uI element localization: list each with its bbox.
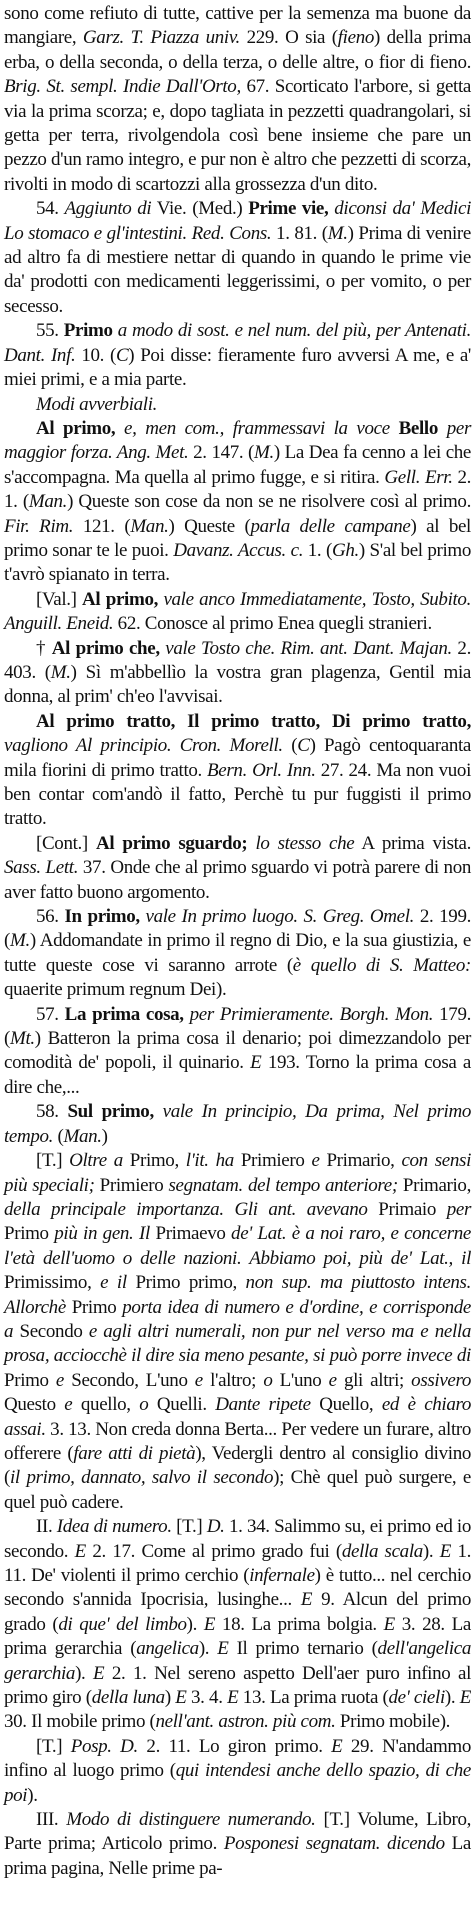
entry-continuation: sono come refiuto di tutte, cattive per la semenza ma buone da mangiare, Garz. T. Piazza univ. 229. O sia (fieno) della prima erba, o della seconda, o della terza, o delle altre, o fior di fieno. Brig. St. sempl. Indie Dall'Orto, 67. Scorticato l'arbore, si getta via la prima scorza; e, dopo tagliata in pezzetti quadrangolari, si getta per terra, rivolgendola così bene insieme che pare un pezzo d'un ramo integro, e pur non è altro che pezzetti di scorza, rivolti in modo di scartozzi alla grossezza d'un dito. bbox=[4, 3, 471, 195]
sense-al-primo-immediatamente: [Val.] Al primo, vale anco Immediatamente, Tosto, Subito. Anguill. Eneid. 62. Conosce al primo Enea quegli stranieri. bbox=[4, 588, 471, 635]
note-t-primiero-primario: [T.] Oltre a Primo, l'it. ha Primiero e Primario, con sensi più speciali; Primiero segnatam. del tempo anteriore; Primario, della principale importanza. Gli ant. avevano Primaio per Primo più in gen. Il Primaevo de' Lat. è a noi raro, e concerne l'età dell'uomo o delle nazioni. Abbiamo poi, più de' Lat., il Primissimo, e il Primo primo, non sup. ma piuttosto intens. Allorchè Primo porta idea di numero e d'ordine, e corrisponde a Secondo e agli altri numerali, non pur nel verso ma e nella prosa, acciocchè il dire sia meno pesante, si può porre invece di Primo e Secondo, L'uno e l'altro; o L'uno e gli altri; ossivero Questo e quello, o Quelli. Dante ripete Quello, ed è chiaro assai. 3. 13. Non creda donna Berta... Per vedere un furare, altro offerere (fare atti di pietà), Vedergli dentro al consiglio divino (il primo, dannato, salvo il secondo); Chè quel può surgere, e quel può cadere. bbox=[4, 1150, 472, 1513]
sense-al-primo-che: † Al primo che, vale Tosto che. Rim. ant. Dant. Majan. 2. 403. (M.) Sì m'abbellìo la vostra gran plagenza, Gentil mia donna, al prim' ch'eo l'avvisai. bbox=[4, 637, 471, 708]
section-iii-distinguere-numerando: III. Modo di distinguere numerando. [T.] Volume, Libro, Parte prima; Articolo primo. Posponesi segnatam. dicendo La prima pagina, Nelle prime pa- bbox=[4, 1809, 472, 1879]
sense-al-primo-tratto: Al primo tratto, Il primo tratto, Di primo tratto, vagliono Al principio. Cron. Morell. (C) Pagò centoquaranta mila fiorini di primo tratto. Bern. Orl. Inn. 27. 24. Ma non vuoi ben contar com'andò il fatto, Perchè tu pur fuggisti il primo tratto. bbox=[4, 710, 472, 830]
sense-57-la-prima-cosa: 57. La prima cosa, per Primieramente. Borgh. Mon. 179. (Mt.) Batteron la prima cosa il denario; poi dimezzandolo per comodità de' popoli, il quinario. E 193. Torno la prima cosa a dire che,... bbox=[4, 1003, 472, 1098]
sense-al-primo: Al primo, e, men com., frammessavi la voce Bello per maggior forza. Ang. Met. 2. 147. (M.) La Dea fa cenno a lei che s'accompagna. Ma quella al primo fugge, e si ritira. Gell. Err. 2. 1. (Man.) Queste son cose da non se ne risolvere così al primo. Fir. Rim. 121. (Man.) Queste (parla delle campane) al bel primo sonar te le puoi. Davanz. Accus. c. 1. (Gh.) S'al bel primo t'avrò spianato in terra. bbox=[4, 417, 472, 586]
sense-al-primo-sguardo: [Cont.] Al primo sguardo; lo stesso che A prima vista. Sass. Lett. 37. Onde che al primo sguardo vi potrà parere di non aver fatto buono argomento. bbox=[4, 832, 472, 903]
subheading-modi-avverbiali: Modi avverbiali. bbox=[36, 393, 158, 415]
sense-55-antenati: 55. Primo a modo di sost. e nel num. del più, per Antenati. Dant. Inf. 10. (C) Poi disse: fieramente furo avversi A me, e a' miei primi, e a mia parte. bbox=[4, 320, 472, 391]
sense-56-in-primo: 56. In primo, vale In primo luogo. S. Greg. Omel. 2. 199. (M.) Addomandate in primo il regno di Dio, e la sua giustizia, e tutte queste cose vi saranno arrote (è quello di S. Matteo: quaerite primum regnum Dei). bbox=[4, 906, 471, 1001]
sense-54-prime-vie: 54. Aggiunto di Vie. (Med.) Prime vie, diconsi da' Medici Lo stomaco e gl'intestini. Red. Cons. 1. 81. (M.) Prima di venire ad altro fa di mestiere nettar di quando in quando le prime vie da' prodotti con medicamenti leggerissimi, o per vomito, o per secesso. bbox=[4, 198, 471, 317]
sense-58-sul-primo: 58. Sul primo, vale In principio, Da prima, Nel primo tempo. (Man.) bbox=[4, 1101, 472, 1147]
section-ii-idea-di-numero: II. Idea di numero. [T.] D. 1. 34. Salimmo su, ei primo ed io secondo. E 2. 17. Come al primo grado fui (della scala). E 1. 11. De' violenti il primo cerchio (infernale) è tutto... nel cerchio secondo s'annida Ipocrisia, lusinghe... E 9. Alcun del primo grado (di que' del limbo). E 18. La prima bolgia. E 3. 28. La prima gerarchia (angelica). E Il primo ternario (dell'angelica gerarchia). E 2. 1. Nel sereno aspetto Dell'aer puro infino al primo giro (della luna) E 3. 4. E 13. La prima ruota (de' cieli). E 30. Il mobile primo (nell'ant. astron. più com. Primo mobile). bbox=[4, 1516, 472, 1733]
note-t-posposto: [T.] Posp. D. 2. 11. Lo giron primo. E 29. N'andammo infino al luogo primo (qui intendesi anche dello spazio, di che poi). bbox=[4, 1735, 471, 1806]
